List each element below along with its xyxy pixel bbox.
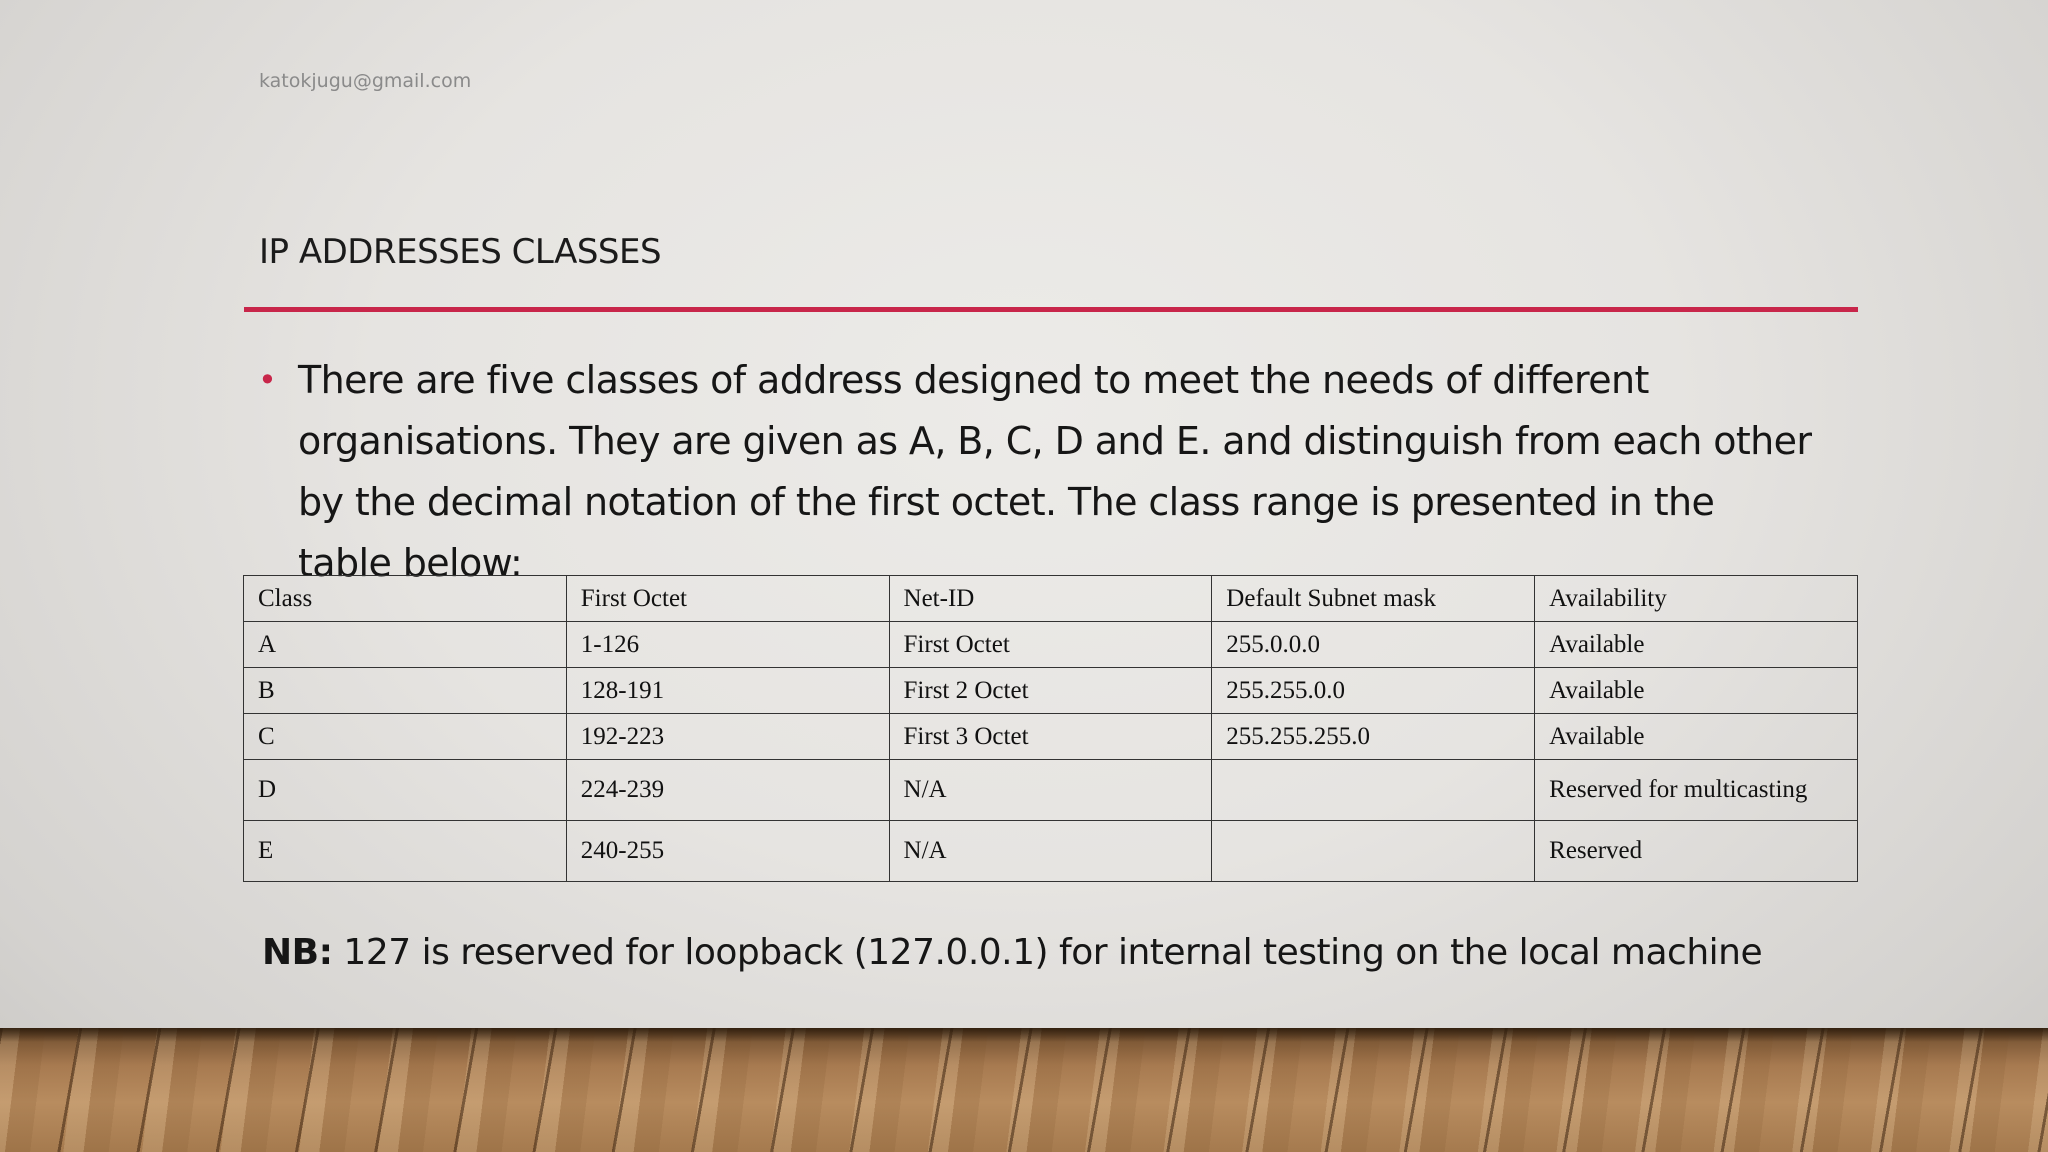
table-row <box>244 714 1858 760</box>
header-first-octet: First Octet <box>566 576 889 622</box>
cell-net-id: N/A <box>889 760 1212 821</box>
cell-first-octet: 224-239 <box>566 760 889 821</box>
cell-class: C <box>244 714 567 760</box>
header-class: Class <box>244 576 567 622</box>
table-row <box>244 622 1858 668</box>
table-row <box>244 821 1858 882</box>
cell-net-id: First 2 Octet <box>889 668 1212 714</box>
cell-availability: Available <box>1535 622 1858 668</box>
cell-availability: Available <box>1535 714 1858 760</box>
table-header-row <box>244 576 1858 622</box>
cell-subnet-mask: 255.255.0.0 <box>1212 668 1535 714</box>
title-divider <box>244 307 1858 312</box>
cell-net-id: N/A <box>889 821 1212 882</box>
cell-class: B <box>244 668 567 714</box>
cell-subnet-mask: 255.255.255.0 <box>1212 714 1535 760</box>
wood-floor-background <box>0 1028 2048 1152</box>
nb-label: NB: <box>262 932 333 973</box>
cell-availability: Reserved <box>1535 821 1858 882</box>
header-availability: Availability <box>1535 576 1858 622</box>
bullet-dot-icon: • <box>258 361 277 399</box>
header-net-id: Net-ID <box>889 576 1212 622</box>
author-email: katokjugu@gmail.com <box>259 70 472 92</box>
slide-title: IP ADDRESSES CLASSES <box>259 232 662 272</box>
cell-class: A <box>244 622 567 668</box>
header-subnet-mask: Default Subnet mask <box>1212 576 1535 622</box>
table-row <box>244 668 1858 714</box>
cell-subnet-mask: 255.0.0.0 <box>1212 622 1535 668</box>
cell-class: E <box>244 821 567 882</box>
cell-first-octet: 240-255 <box>566 821 889 882</box>
nb-text: 127 is reserved for loopback (127.0.0.1) for internal testing on the local machine <box>332 932 1763 973</box>
cell-net-id: First 3 Octet <box>889 714 1212 760</box>
cell-class: D <box>244 760 567 821</box>
cell-first-octet: 1-126 <box>566 622 889 668</box>
ip-classes-table <box>243 575 1858 882</box>
table-row <box>244 760 1858 821</box>
cell-availability: Reserved for multicasting <box>1535 760 1858 821</box>
cell-first-octet: 192-223 <box>566 714 889 760</box>
bullet-text: There are five classes of address designed to meet the needs of different organisations. They are given as A, B, C, D and E. and distinguish from each other by the decimal notation of the first octet. The class range is presented in the table below: <box>298 358 1812 585</box>
cell-subnet-mask <box>1212 760 1535 821</box>
nb-note <box>262 932 1762 973</box>
cell-subnet-mask <box>1212 821 1535 882</box>
cell-availability: Available <box>1535 668 1858 714</box>
cell-first-octet: 128-191 <box>566 668 889 714</box>
cell-net-id: First Octet <box>889 622 1212 668</box>
